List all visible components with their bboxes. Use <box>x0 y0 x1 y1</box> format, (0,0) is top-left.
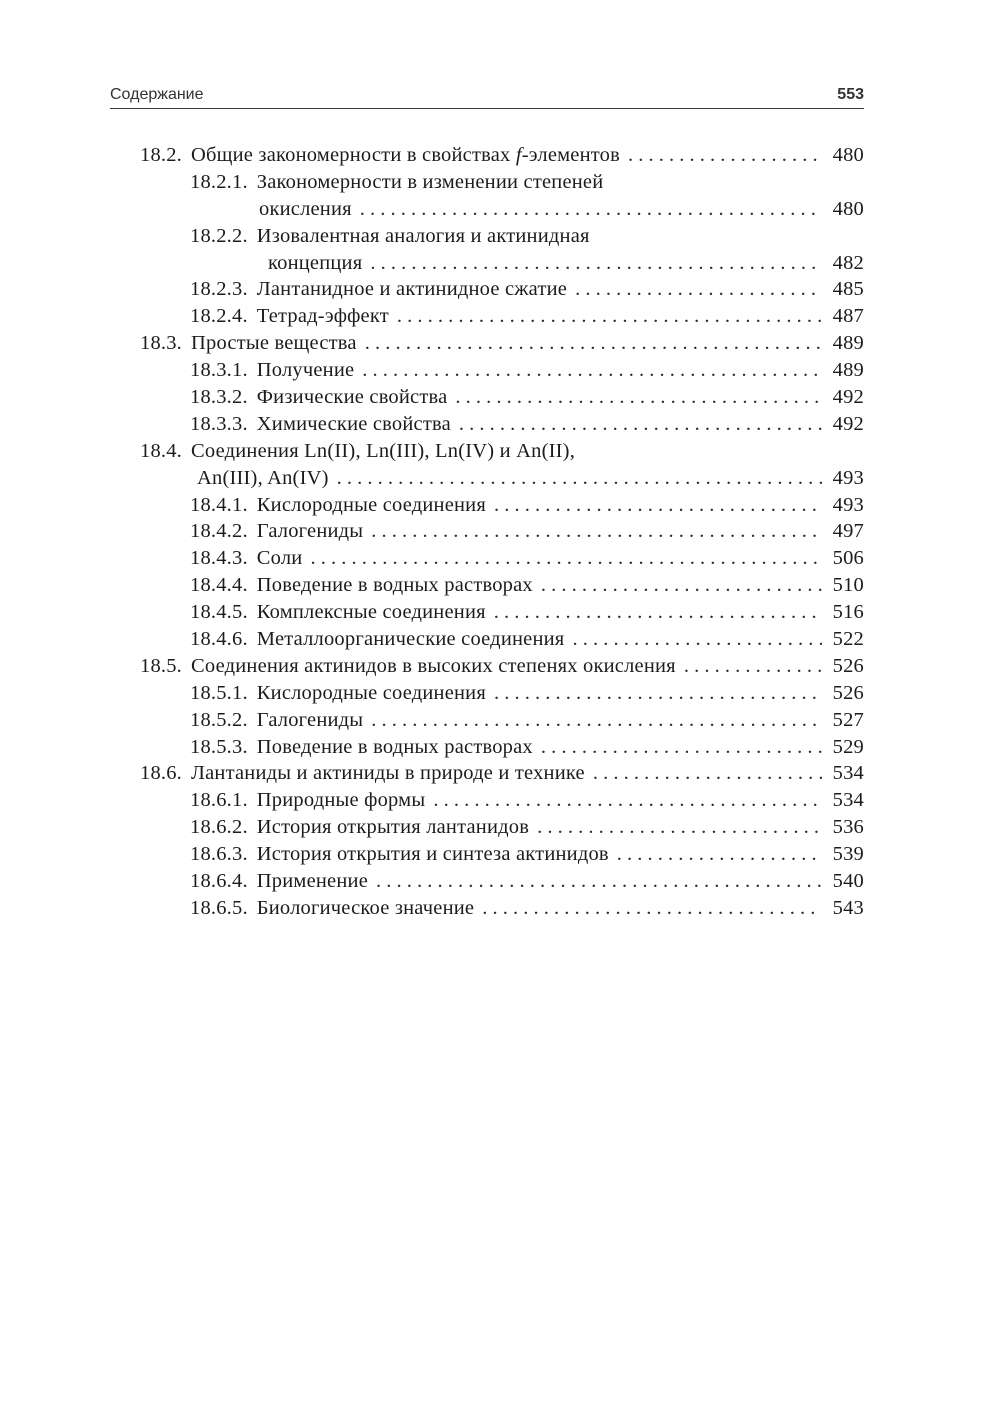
toc-number: 18.4.1. <box>190 493 248 516</box>
toc-number: 18.6.5. <box>190 896 248 919</box>
toc-entry-18-2-1-continued[interactable] <box>140 196 864 223</box>
table-of-contents <box>140 142 864 922</box>
toc-leader-dots <box>459 411 822 438</box>
toc-title: Соединения актинидов в высоких степенях окисления <box>191 654 676 677</box>
running-head-title: Содержание <box>110 86 204 103</box>
toc-title: Химические свойства <box>256 412 451 435</box>
toc-number: 18.2. <box>140 144 182 166</box>
toc-entry-18-3[interactable] <box>140 330 864 357</box>
toc-page: 534 <box>832 789 864 812</box>
toc-title: Получение <box>256 359 355 382</box>
toc-number: 18.4.6. <box>190 628 248 651</box>
toc-page: 480 <box>832 144 864 166</box>
toc-entry-18-2-4[interactable] <box>140 303 864 330</box>
toc-title: An(III), An(IV) <box>197 466 329 489</box>
toc-title: Физические свойства <box>256 386 448 409</box>
toc-title: Соединения Ln(II), Ln(III), Ln(IV) и An(II), <box>191 439 576 462</box>
toc-leader-dots <box>575 276 822 303</box>
toc-number: 18.2.4. <box>190 305 248 328</box>
toc-leader-dots <box>537 814 822 841</box>
toc-title: Применение <box>256 870 368 893</box>
toc-entry-18-5-1[interactable] <box>140 680 864 707</box>
italic-f: f <box>515 144 522 166</box>
toc-entry-18-4-2[interactable] <box>140 518 864 545</box>
toc-page: 529 <box>832 735 864 758</box>
toc-leader-dots <box>541 572 822 599</box>
toc-leader-dots <box>371 707 822 734</box>
toc-number: 18.2.3. <box>190 278 248 301</box>
toc-leader-dots <box>494 599 822 626</box>
toc-page: 487 <box>832 305 864 328</box>
toc-number: 18.6.1. <box>190 789 248 812</box>
toc-leader-dots <box>572 626 822 653</box>
toc-title: концепция <box>268 251 363 274</box>
toc-leader-dots <box>628 142 822 169</box>
toc-page: 540 <box>832 870 864 893</box>
toc-leader-dots <box>433 787 822 814</box>
toc-page: 543 <box>832 896 864 919</box>
toc-leader-dots <box>397 303 822 330</box>
toc-number: 18.3.3. <box>190 412 248 435</box>
toc-number: 18.5.3. <box>190 735 248 758</box>
toc-title: История открытия лантанидов <box>256 816 530 839</box>
toc-entry-18-5-3[interactable] <box>140 734 864 761</box>
toc-entry-18-4-4[interactable] <box>140 572 864 599</box>
toc-title: Лантаниды и актиниды в природе и технике <box>191 762 585 785</box>
toc-entry-18-2-1[interactable] <box>140 169 864 196</box>
toc-number: 18.2.2. <box>190 224 248 247</box>
page-header <box>110 86 864 109</box>
toc-leader-dots <box>365 330 822 357</box>
toc-leader-dots <box>494 492 822 519</box>
toc-page: 527 <box>832 708 864 731</box>
toc-entry-18-6-3[interactable] <box>140 841 864 868</box>
toc-page: 526 <box>832 654 864 677</box>
toc-leader-dots <box>371 518 822 545</box>
toc-title: Металлоорганические соединения <box>256 628 565 651</box>
toc-entry-18-2-2[interactable] <box>140 223 864 250</box>
toc-title: Биологическое значение <box>256 896 475 919</box>
toc-title: Простые вещества <box>191 332 357 355</box>
toc-entry-18-2-2-continued[interactable] <box>140 250 864 277</box>
toc-number: 18.5. <box>140 654 182 677</box>
toc-leader-dots <box>593 760 822 787</box>
toc-number: 18.2.1. <box>190 170 248 193</box>
toc-title: Тетрад-эффект <box>256 305 389 328</box>
toc-number: 18.4.2. <box>190 520 248 543</box>
toc-title: Поведение в водных растворах <box>256 574 533 597</box>
toc-title: окисления <box>259 197 352 220</box>
toc-entry-18-3-2[interactable] <box>140 384 864 411</box>
toc-leader-dots <box>360 196 822 223</box>
toc-entry-18-2-3[interactable] <box>140 276 864 303</box>
toc-page: 482 <box>832 251 864 274</box>
toc-number: 18.6.2. <box>190 816 248 839</box>
toc-title: История открытия и синтеза актинидов <box>256 843 609 866</box>
toc-page: 492 <box>832 412 864 435</box>
toc-entry-18-4-3[interactable] <box>140 545 864 572</box>
toc-entry-18-4-6[interactable] <box>140 626 864 653</box>
toc-title: Поведение в водных растворах <box>256 735 533 758</box>
toc-page: 510 <box>832 574 864 597</box>
toc-leader-dots <box>482 895 822 922</box>
toc-number: 18.4. <box>140 439 182 462</box>
toc-entry-18-5-2[interactable] <box>140 707 864 734</box>
toc-leader-dots <box>455 384 822 411</box>
toc-title: Общие закономерности в свойствах f-элементов <box>191 144 620 166</box>
toc-leader-dots <box>494 680 822 707</box>
toc-leader-dots <box>541 734 822 761</box>
toc-leader-dots <box>684 653 822 680</box>
toc-entry-18-5[interactable] <box>140 653 864 680</box>
toc-title: Кислородные соединения <box>256 493 486 516</box>
toc-entry-18-4-5[interactable] <box>140 599 864 626</box>
toc-page: 489 <box>832 332 864 355</box>
toc-page: 539 <box>832 843 864 866</box>
page-number: 553 <box>837 86 864 103</box>
toc-entry-18-6-2[interactable] <box>140 814 864 841</box>
toc-leader-dots <box>376 868 822 895</box>
toc-title: Кислородные соединения <box>256 681 486 704</box>
toc-page: 536 <box>832 816 864 839</box>
toc-number: 18.3.2. <box>190 386 248 409</box>
toc-title: Лантанидное и актинидное сжатие <box>256 278 568 301</box>
toc-leader-dots <box>310 545 822 572</box>
toc-number: 18.4.5. <box>190 601 248 624</box>
toc-number: 18.4.3. <box>190 547 248 570</box>
toc-entry-18-3-1[interactable] <box>140 357 864 384</box>
toc-leader-dots <box>337 465 822 492</box>
toc-title: Комплексные соединения <box>256 601 486 624</box>
toc-number: 18.5.1. <box>190 681 248 704</box>
toc-entry-18-4[interactable] <box>140 438 864 465</box>
toc-page: 526 <box>832 681 864 704</box>
toc-entry-18-6-4[interactable] <box>140 868 864 895</box>
toc-page: 493 <box>832 493 864 516</box>
toc-title: Природные формы <box>256 789 426 812</box>
toc-page: 493 <box>832 466 864 489</box>
toc-number: 18.6.4. <box>190 870 248 893</box>
toc-page: 480 <box>832 197 864 220</box>
toc-leader-dots <box>362 357 822 384</box>
toc-title: Изовалентная аналогия и актинидная <box>256 224 590 247</box>
toc-page: 497 <box>832 520 864 543</box>
toc-page: 489 <box>832 359 864 382</box>
toc-entry-18-6-5[interactable] <box>140 895 864 922</box>
toc-page: 485 <box>832 278 864 301</box>
toc-page: 492 <box>832 386 864 409</box>
toc-title: Соли <box>256 547 303 570</box>
toc-number: 18.3.1. <box>190 359 248 382</box>
toc-page: 534 <box>832 762 864 785</box>
toc-leader-dots <box>370 250 822 277</box>
toc-title: Закономерности в изменении степеней <box>256 170 604 193</box>
toc-entry-18-6[interactable] <box>140 760 864 787</box>
toc-number: 18.4.4. <box>190 574 248 597</box>
toc-entry-18-4-1[interactable] <box>140 492 864 519</box>
toc-page: 516 <box>832 601 864 624</box>
toc-entry-18-4-continued[interactable] <box>140 465 864 492</box>
toc-number: 18.3. <box>140 332 182 355</box>
toc-number: 18.5.2. <box>190 708 248 731</box>
toc-leader-dots <box>617 841 822 868</box>
toc-title: Галогениды <box>256 708 364 731</box>
toc-entry-18-6-1[interactable] <box>140 787 864 814</box>
toc-page: 522 <box>832 628 864 651</box>
toc-entry-18-2[interactable] <box>140 142 864 169</box>
toc-title: Галогениды <box>256 520 364 543</box>
toc-number: 18.6.3. <box>190 843 248 866</box>
toc-page: 506 <box>832 547 864 570</box>
toc-number: 18.6. <box>140 762 182 785</box>
toc-entry-18-3-3[interactable] <box>140 411 864 438</box>
